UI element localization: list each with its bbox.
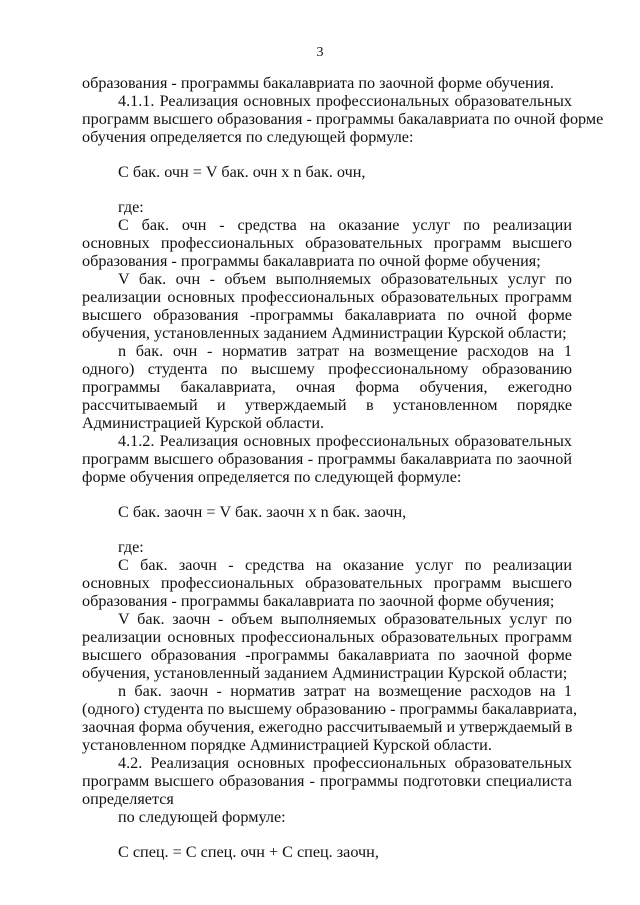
formula: С бак. заочн = V бак. заочн х n бак. заочн, [118, 503, 407, 521]
text-line: основных профессиональных образовательных программ высшего [82, 574, 572, 592]
text-line: программы бакалавриата, очная форма обучения, ежегодно [82, 378, 572, 396]
text-line: 4.1.2. Реализация основных профессиональных образовательных [118, 432, 572, 450]
text-line: программ высшего образования - программы бакалавриата по заочной [82, 450, 572, 468]
text-line: обучения, установленный заданием Администрации Курской области; [82, 664, 568, 682]
text-line: образования - программы бакалавриата по заочной форме обучения. [82, 74, 554, 92]
text-line: образования - программы бакалавриата по заочной форме обучения; [82, 592, 555, 610]
text-line: обучения, установленных заданием Администрации Курской области; [82, 324, 567, 342]
text-line: высшего образования -программы бакалавриата по заочной форме [82, 646, 572, 664]
text-line: заочная форма обучения, ежегодно рассчитываемый и утверждаемый в [82, 718, 573, 736]
text-line: где: [118, 198, 144, 216]
text-line: V бак. очн - объем выполняемых образовательных услуг по [118, 270, 572, 288]
formula: С спец. = С спец. очн + С спец. заочн, [118, 843, 379, 861]
text-line: программ высшего образования - программы подготовки специалиста [82, 772, 572, 790]
text-line: (одного) студента по высшему образованию - программы бакалавриата, [82, 700, 578, 718]
text-line: одного) студента по высшему профессиональному образованию [82, 360, 572, 378]
text-line: Администрацией Курской области. [82, 414, 325, 432]
text-line: определяется [82, 790, 174, 808]
text-line: высшего образования -программы бакалавриата по очной форме [82, 306, 572, 324]
text-line: основных профессиональных образовательных программ высшего [82, 234, 572, 252]
formula: С бак. очн = V бак. очн х n бак. очн, [118, 163, 366, 181]
text-line: обучения определяется по следующей формуле: [82, 128, 414, 146]
text-line: где: [118, 538, 144, 556]
page-number: 3 [316, 45, 324, 60]
text-line: образования - программы бакалавриата по очной форме обучения; [82, 252, 541, 270]
text-line: n бак. очн - норматив затрат на возмещение расходов на 1 [118, 342, 572, 360]
text-line: реализации основных профессиональных образовательных программ [82, 628, 572, 646]
text-line: форме обучения определяется по следующей формуле: [82, 468, 462, 486]
text-line: установленном порядке Администрацией Курской области. [82, 736, 492, 754]
text-line: программ высшего образования - программы бакалавриата по очной форме [82, 110, 604, 128]
text-line: С бак. заочн - средства на оказание услуг по реализации [118, 556, 572, 574]
text-line: V бак. заочн - объем выполняемых образовательных услуг по [118, 610, 572, 628]
text-line: реализации основных профессиональных образовательных программ [82, 288, 572, 306]
text-line: n бак. заочн - норматив затрат на возмещение расходов на 1 [118, 682, 572, 700]
text-line: С бак. очн - средства на оказание услуг по реализации [118, 216, 572, 234]
text-line: рассчитываемый и утверждаемый в установленном порядке [82, 396, 572, 414]
text-line: 4.1.1. Реализация основных профессиональных образовательных [118, 92, 572, 110]
text-line: 4.2. Реализация основных профессиональных образовательных [118, 754, 572, 772]
text-line: по следующей формуле: [118, 808, 286, 826]
